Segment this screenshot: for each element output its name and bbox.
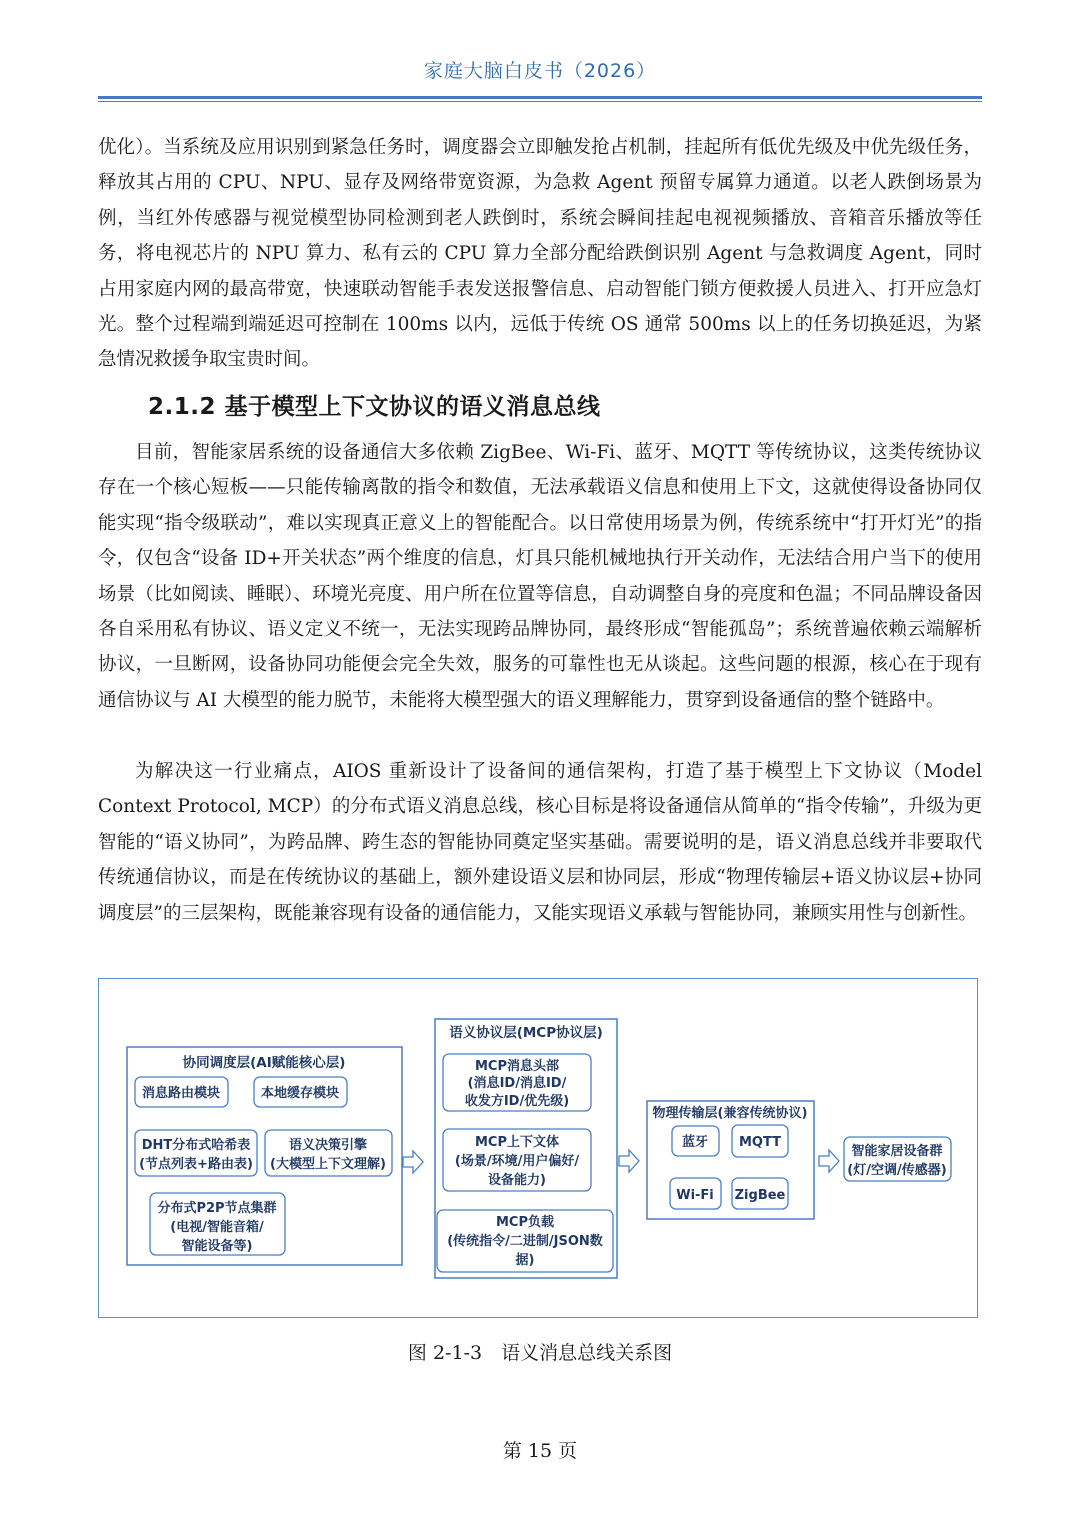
- mcp-context-label-3: 设备能力): [488, 1173, 546, 1188]
- mcp-header-label-1: MCP消息头部: [474, 1059, 560, 1074]
- devices-label-1: 智能家居设备群: [851, 1144, 943, 1159]
- header-rule-thin: [98, 101, 982, 102]
- figure-semantic-bus-diagram: [98, 978, 978, 1318]
- arrow-3: [819, 1150, 839, 1172]
- page-number: 第 15 页: [502, 1440, 578, 1462]
- mcp-header-label-3: 收发方ID/优先级): [464, 1094, 570, 1109]
- running-header: 家庭大脑白皮书（2026）: [423, 60, 657, 82]
- arrow-2: [619, 1150, 639, 1172]
- bluetooth-label: 蓝牙: [681, 1135, 709, 1150]
- zigbee-label: ZigBee: [734, 1188, 786, 1203]
- figure-caption: 图 2-1-3 语义消息总线关系图: [407, 1342, 673, 1364]
- paragraph-1: 优化）。当系统及应用识别到紧急任务时，调度器会立即触发抢占机制，挂起所有低优先级及中优先级任务，释放其占用的 CPU、NPU、显存及网络带宽资源，为急救 Agent 预留专属算力通道。以老人跌倒场景为例，当红外传感器与视觉模型协同检测到老人跌倒时，系统会瞬间挂起电视视频播放、音箱音乐播放等任务，将电视芯片的 NPU 算力、私有云的 CPU 算力全部分配给跌倒识别 Agent 与急救调度 Agent，同时占用家庭内网的最高带宽，快速联动智能手表发送报警信息、启动智能门锁方便救援人员进入、打开应急灯光。整个过程端到端延迟可控制在 100ms 以内，远低于传统 OS 通常 500ms 以上的任务切换延迟，为紧急情况救援争取宝贵时间。: [98, 137, 982, 371]
- mcp-payload-label-1: MCP负载: [495, 1215, 555, 1230]
- mcp-header-label-2: (消息ID/消息ID/: [467, 1076, 567, 1091]
- p2p-label-2: (电视/智能音箱/: [170, 1220, 264, 1235]
- msg-route-label: 消息路由模块: [141, 1086, 221, 1101]
- paragraph-3: 为解决这一行业痛点，AIOS 重新设计了设备间的通信架构，打造了基于模型上下文协议（Model Context Protocol, MCP）的分布式语义消息总线，核心目标是将设备通信从简单的“指令传输”，升级为更智能的“语义协同”，为跨品牌、跨生态的智能协同奠定坚实基础。需要说明的是，语义消息总线并非要取代传统通信协议，而是在传统协议的基础上，额外建设语义层和协同层，形成“物理传输层+语义协议层+协同调度层”的三层架构，既能兼容现有设备的通信能力，又能实现语义承载与智能协同，兼顾实用性与创新性。: [98, 761, 982, 924]
- engine-label-2: (大模型上下文理解): [270, 1157, 386, 1172]
- mqtt-label: MQTT: [738, 1135, 782, 1150]
- engine-label-1: 语义决策引擎: [288, 1138, 368, 1153]
- mcp-payload-label-3: 据): [515, 1253, 535, 1268]
- mcp-payload-label-2: (传统指令/二进制/JSON数: [447, 1234, 603, 1249]
- dht-label-1: DHT分布式哈希表: [141, 1138, 251, 1153]
- header-rule-thick: [98, 96, 982, 99]
- section-heading: 2.1.2 基于模型上下文协议的语义消息总线: [148, 394, 601, 420]
- cache-label: 本地缓存模块: [260, 1086, 340, 1101]
- devices-label-2: (灯/空调/传感器): [847, 1163, 947, 1178]
- layer3-title: 物理传输层(兼容传统协议): [652, 1106, 808, 1121]
- mcp-context-label-1: MCP上下文体: [474, 1135, 560, 1150]
- mcp-context-label-2: (场景/环境/用户偏好/: [454, 1154, 580, 1169]
- layer1-title: 协同调度层(AI赋能核心层): [182, 1055, 346, 1071]
- arrow-1: [403, 1151, 423, 1173]
- p2p-label-1: 分布式P2P节点集群: [157, 1201, 277, 1216]
- p2p-label-3: 智能设备等): [181, 1239, 253, 1254]
- wifi-label: Wi-Fi: [676, 1188, 714, 1203]
- diagram-svg: [99, 979, 979, 1319]
- dht-label-2: (节点列表+路由表): [139, 1157, 253, 1172]
- paragraph-2: 目前，智能家居系统的设备通信大多依赖 ZigBee、Wi-Fi、蓝牙、MQTT 等传统协议，这类传统协议存在一个核心短板——只能传输离散的指令和数值，无法承载语义信息和使用上下文，这就使得设备协同仅能实现“指令级联动”，难以实现真正意义上的智能配合。以日常使用场景为例，传统系统中“打开灯光”的指令，仅包含“设备 ID+开关状态”两个维度的信息，灯具只能机械地执行开关动作，无法结合用户当下的使用场景（比如阅读、睡眠）、环境光亮度、用户所在位置等信息，自动调整自身的亮度和色温；不同品牌设备因各自采用私有协议、语义定义不统一，无法实现跨品牌协同，最终形成“智能孤岛”；系统普遍依赖云端解析协议，一旦断网，设备协同功能便会完全失效，服务的可靠性也无从谈起。这些问题的根源，核心在于现有通信协议与 AI 大模型的能力脱节，未能将大模型强大的语义理解能力，贯穿到设备通信的整个链路中。: [98, 442, 982, 711]
- layer2-title: 语义协议层(MCP协议层): [449, 1025, 603, 1041]
